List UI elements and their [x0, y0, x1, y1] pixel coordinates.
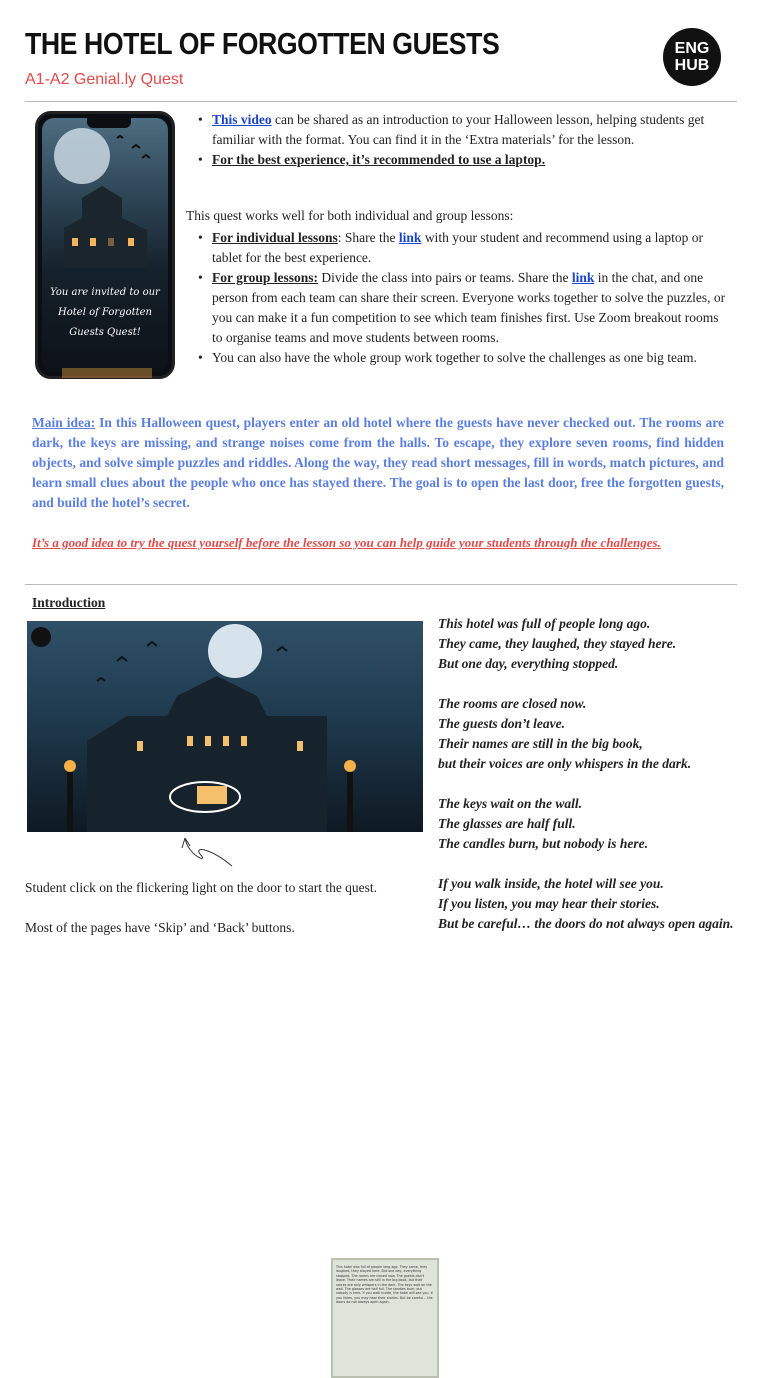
introduction-heading: Introduction — [32, 595, 106, 610]
poem-stanza — [438, 694, 734, 774]
bullet-text: can be shared as an introduction to your Halloween lesson, helping students get familiar with the format. You can find it in the ‘Extra materials’ for the lesson. — [212, 112, 705, 147]
poem-line: This hotel was full of people long ago. — [438, 616, 651, 631]
divider-top — [25, 101, 737, 102]
poem-line: If you listen, you may hear their stories. — [438, 896, 660, 911]
page-title: THE HOTEL OF FORGOTTEN GUESTS — [25, 26, 500, 61]
bullet-text: Divide the class into pairs or teams. Share the — [318, 270, 572, 285]
poem-line: They came, they laughed, they stayed here. — [438, 636, 677, 651]
list-item — [190, 228, 732, 268]
lesson-bullets — [190, 228, 732, 368]
poem-line: The guests don’t leave. — [438, 716, 565, 731]
bullet-label: For individual lessons — [212, 230, 338, 245]
poem-stanza — [438, 794, 734, 854]
intro-poem — [438, 614, 734, 954]
main-idea-paragraph — [32, 413, 724, 513]
list-item — [190, 268, 732, 348]
hotel-scene-illustration — [27, 621, 423, 832]
eng-hub-logo — [663, 28, 721, 86]
poem-stanza — [438, 874, 734, 934]
poem-line: but their voices are only whispers in the dark. — [438, 756, 692, 771]
bullet-text: You can also have the whole group work together to solve the challenges as one big team. — [212, 350, 697, 365]
bullet-text: : Share the — [337, 230, 399, 245]
bullet-label: For group lessons: — [212, 270, 319, 285]
list-item — [190, 150, 732, 170]
individual-link[interactable]: link — [398, 230, 422, 245]
main-idea-text: In this Halloween quest, players enter an old hotel where the guests have never checked out. The rooms are dark, the keys are missing, and strange noises come from the halls. To escape, they explore seven rooms, find hidden objects, and solve simple puzzles and riddles. Along the way, they read short messages, fill in words, match pictures, and learn small clues about the people who once has stayed there. The goal is to open the last door, free the forgotten guests, and build the hotel’s secret. — [32, 415, 724, 510]
page-subtitle: A1-A2 Genial.ly Quest — [25, 71, 184, 88]
intro-bullets — [190, 110, 732, 170]
this-video-link[interactable]: This video — [212, 112, 272, 127]
tip-text: It’s a good idea to try the quest yourself before the lesson so you can help guide your students through the challenges. — [32, 535, 661, 550]
poem-line: The rooms are closed now. — [438, 696, 587, 711]
poem-stanza — [438, 614, 734, 674]
poem-line: But one day, everything stopped. — [438, 656, 619, 671]
logo-line-2: HUB — [674, 57, 710, 74]
poem-line: The candles burn, but nobody is here. — [438, 836, 649, 851]
curly-arrow-icon — [180, 836, 240, 876]
poem-line: If you walk inside, the hotel will see you. — [438, 876, 664, 891]
phone-screen — [42, 118, 168, 372]
list-item — [190, 110, 732, 150]
phone-preview-image — [35, 111, 175, 379]
poem-line: Their names are still in the big book, — [438, 736, 643, 751]
buttons-caption: Most of the pages have ‘Skip’ and ‘Back’ buttons. — [25, 920, 295, 935]
poem-line: But be careful… the doors do not always open again. — [438, 916, 734, 931]
phone-invite-text: You are invited to our Hotel of Forgotten Guests Quest! — [50, 287, 160, 338]
group-link[interactable]: link — [571, 270, 595, 285]
start-instruction-caption: Student click on the flickering light on the door to start the quest. — [25, 880, 378, 895]
list-item — [190, 348, 732, 368]
divider-middle — [25, 584, 737, 585]
phone-notch — [87, 118, 131, 128]
lesson-intro-line: This quest works well for both individual and group lessons: — [186, 208, 514, 223]
main-idea-label: Main idea: — [32, 415, 96, 430]
poem-line: The glasses are half full. — [438, 816, 576, 831]
bullet-text: with your student and recommend using a laptop or tablet for the best experience. — [212, 230, 704, 265]
bullet-text: For the best experience, it’s recommended to use a laptop. — [212, 152, 546, 167]
logo-line-1: ENG — [674, 40, 710, 57]
poem-note-card: This hotel was full of people long ago. They came, they laughed, they stayed here. But one day, everything stopped. The rooms are closed now. The guests don't leave. Their names are still in the big book, but their voices are only whispers in the dark. The keys wait on the wall. The glasses are half full. The candles burn, but nobody is here. If you walk inside, the hotel will see you. If you listen, you may hear their stories. But be careful... the doors do not always open again. — [331, 1258, 439, 1378]
poem-line: The keys wait on the wall. — [438, 796, 583, 811]
bullet-text: in the chat, and one person from each team can share their screen. Everyone works together to solve the puzzles, or you can make it a fun competition to see which team finishes first. Use Zoom breakout rooms to organise teams and move students between rooms. — [212, 270, 726, 345]
